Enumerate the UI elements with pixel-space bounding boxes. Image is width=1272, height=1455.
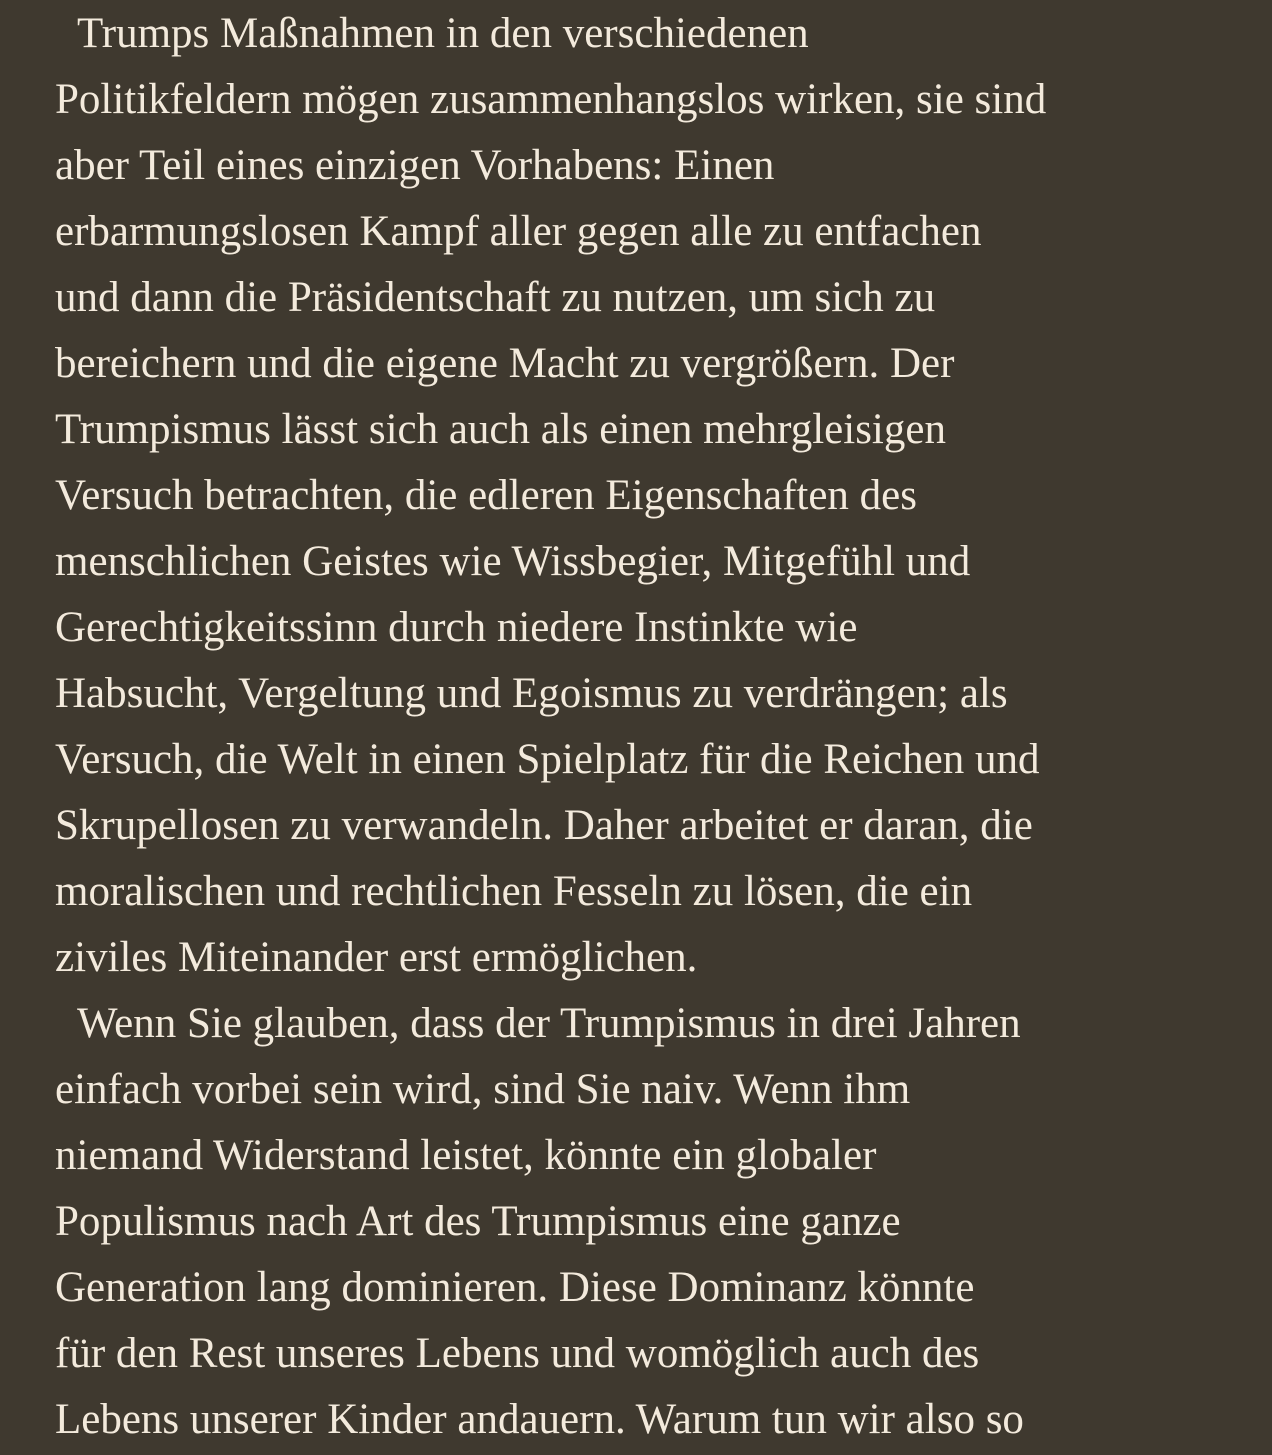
text-line: Politikfeldern mögen zusammenhangslos wirken, sie sind	[55, 76, 1047, 123]
text-line: Generation lang dominieren. Diese Dominanz könnte	[55, 1264, 975, 1311]
text-line: menschlichen Geistes wie Wissbegier, Mitgefühl und	[55, 538, 971, 585]
text-line: Skrupellosen zu verwandeln. Daher arbeitet er daran, die	[55, 802, 1033, 849]
text-line: Trumps Maßnahmen in den verschiedenen	[77, 10, 809, 57]
text-line: aber Teil eines einzigen Vorhabens: Einen	[55, 142, 775, 189]
text-line: erbarmungslosen Kampf aller gegen alle zu entfachen	[55, 208, 982, 255]
text-line: und dann die Präsidentschaft zu nutzen, um sich zu	[55, 274, 936, 321]
text-line: bereichern und die eigene Macht zu vergrößern. Der	[55, 340, 955, 387]
text-line: Lebens unserer Kinder andauern. Warum tun wir also so	[55, 1396, 1024, 1443]
text-line: Trumpismus lässt sich auch als einen mehrgleisigen	[55, 406, 946, 453]
text-line: Versuch, die Welt in einen Spielplatz für die Reichen und	[55, 736, 1040, 783]
paragraph	[55, 0, 1225, 990]
text-line: für den Rest unseres Lebens und womöglich auch des	[55, 1330, 980, 1377]
text-line: einfach vorbei sein wird, sind Sie naiv. Wenn ihm	[55, 1066, 911, 1113]
text-line: Gerechtigkeitssinn durch niedere Instinkte wie	[55, 604, 858, 651]
text-line: Habsucht, Vergeltung und Egoismus zu verdrängen; als	[55, 670, 1008, 717]
text-line: ziviles Miteinander erst ermöglichen.	[55, 934, 698, 981]
text-line: Populismus nach Art des Trumpismus eine ganze	[55, 1198, 901, 1245]
book-text	[55, 0, 1225, 1452]
text-line: niemand Widerstand leistet, könnte ein globaler	[55, 1132, 877, 1179]
text-line: Wenn Sie glauben, dass der Trumpismus in drei Jahren	[77, 1000, 1021, 1047]
text-line: Versuch betrachten, die edleren Eigenschaften des	[55, 472, 917, 519]
text-line: moralischen und rechtlichen Fesseln zu lösen, die ein	[55, 868, 973, 915]
paragraph	[55, 990, 1225, 1452]
